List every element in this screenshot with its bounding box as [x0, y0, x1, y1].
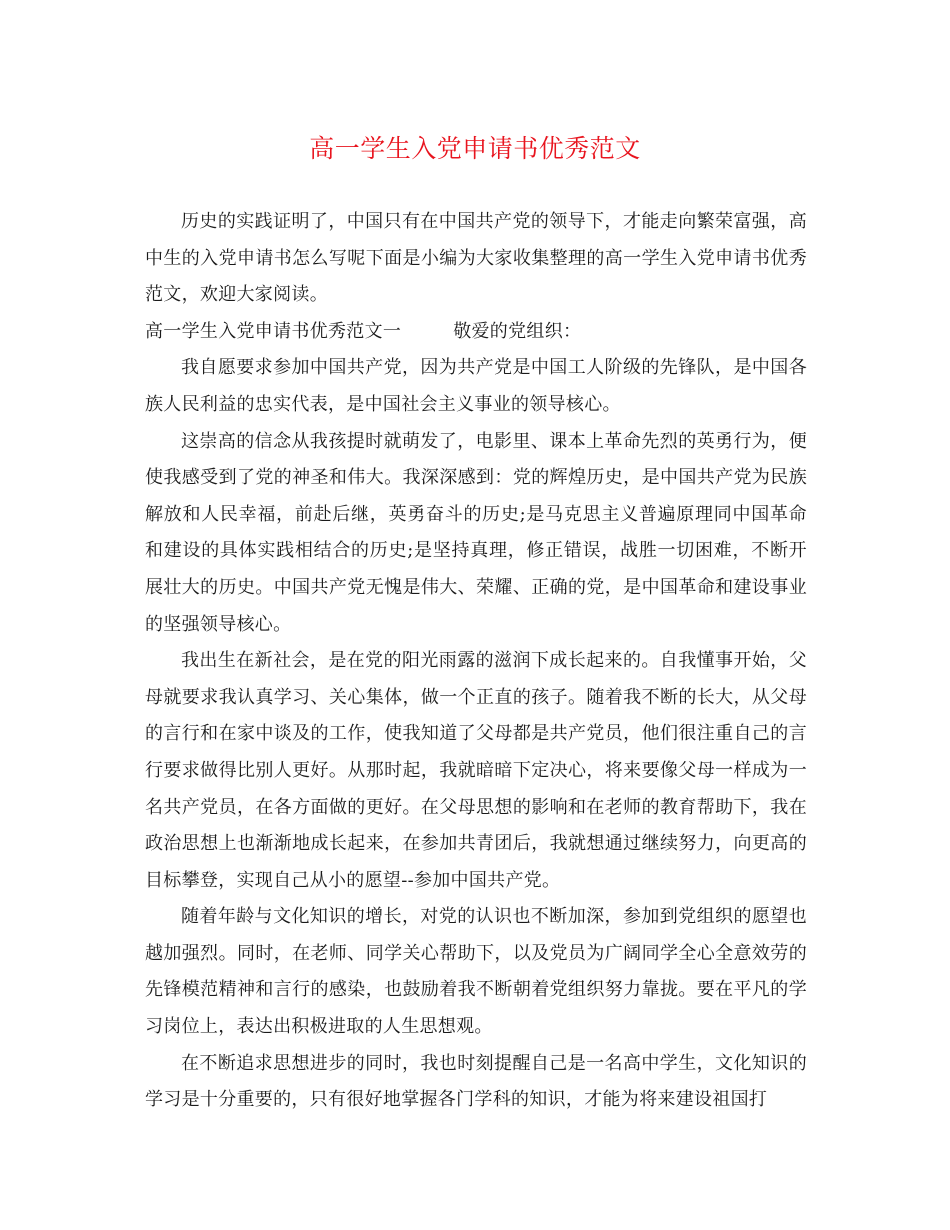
body-paragraph-2: 这崇高的信念从我孩提时就萌发了，电影里、课本上革命先烈的英勇行为，便使我感受到了党的神圣和伟大。我深深感到：党的辉煌历史，是中国共产党为民族解放和人民幸福，前赴后继，英勇奋斗的历史;是马克思主义普遍原理同中国革命和建设的具体实践相结合的历史;是坚持真理，修正错误，战胜一切困难，不断开展壮大的历史。中国共产党无愧是伟大、荣耀、正确的党，是中国革命和建设事业的坚强领导核心。 — [145, 430, 807, 635]
section-heading: 高一学生入党申请书优秀范文一 — [145, 320, 402, 342]
section-heading-line — [145, 314, 807, 351]
salutation: 敬爱的党组织： — [453, 320, 582, 342]
intro-paragraph: 历史的实践证明了，中国只有在中国共产党的领导下，才能走向繁荣富强，高中生的入党申请书怎么写呢下面是小编为大家收集整理的高一学生入党申请书优秀范文，欢迎大家阅读。 — [145, 211, 807, 306]
body-paragraph-1: 我自愿要求参加中国共产党，因为共产党是中国工人阶级的先锋队，是中国各族人民利益的忠实代表，是中国社会主义事业的领导核心。 — [145, 357, 807, 415]
body-paragraph-4: 随着年龄与文化知识的增长，对党的认识也不断加深，参加到党组织的愿望也越加强烈。同时，在老师、同学关心帮助下，以及党员为广阔同学全心全意效劳的先锋模范精神和言行的感染，也鼓励着我不断朝着党组织努力靠拢。要在平凡的学习岗位上，表达出积极进取的人生思想观。 — [145, 906, 807, 1038]
document-body — [145, 204, 807, 1119]
body-paragraph-3: 我出生在新社会，是在党的阳光雨露的滋润下成长起来的。自我懂事开始，父母就要求我认真学习、关心集体，做一个正直的孩子。随着我不断的长大，从父母的言行和在家中谈及的工作，使我知道了父母都是共产党员，他们很注重自己的言行要求做得比别人更好。从那时起，我就暗暗下定决心，将来要像父母一样成为一名共产党员，在各方面做的更好。在父母思想的影响和在老师的教育帮助下，我在政治思想上也渐渐地成长起来，在参加共青团后，我就想通过继续努力，向更高的目标攀登，实现自己从小的愿望--参加中国共产党。 — [145, 650, 807, 891]
document-title: 高一学生入党申请书优秀范文 — [309, 134, 641, 163]
body-paragraph-5: 在不断追求思想进步的同时，我也时刻提醒自己是一名高中学生，文化知识的学习是十分重要的，只有很好地掌握各门学科的知识，才能为将来建设祖国打 — [145, 1052, 807, 1111]
